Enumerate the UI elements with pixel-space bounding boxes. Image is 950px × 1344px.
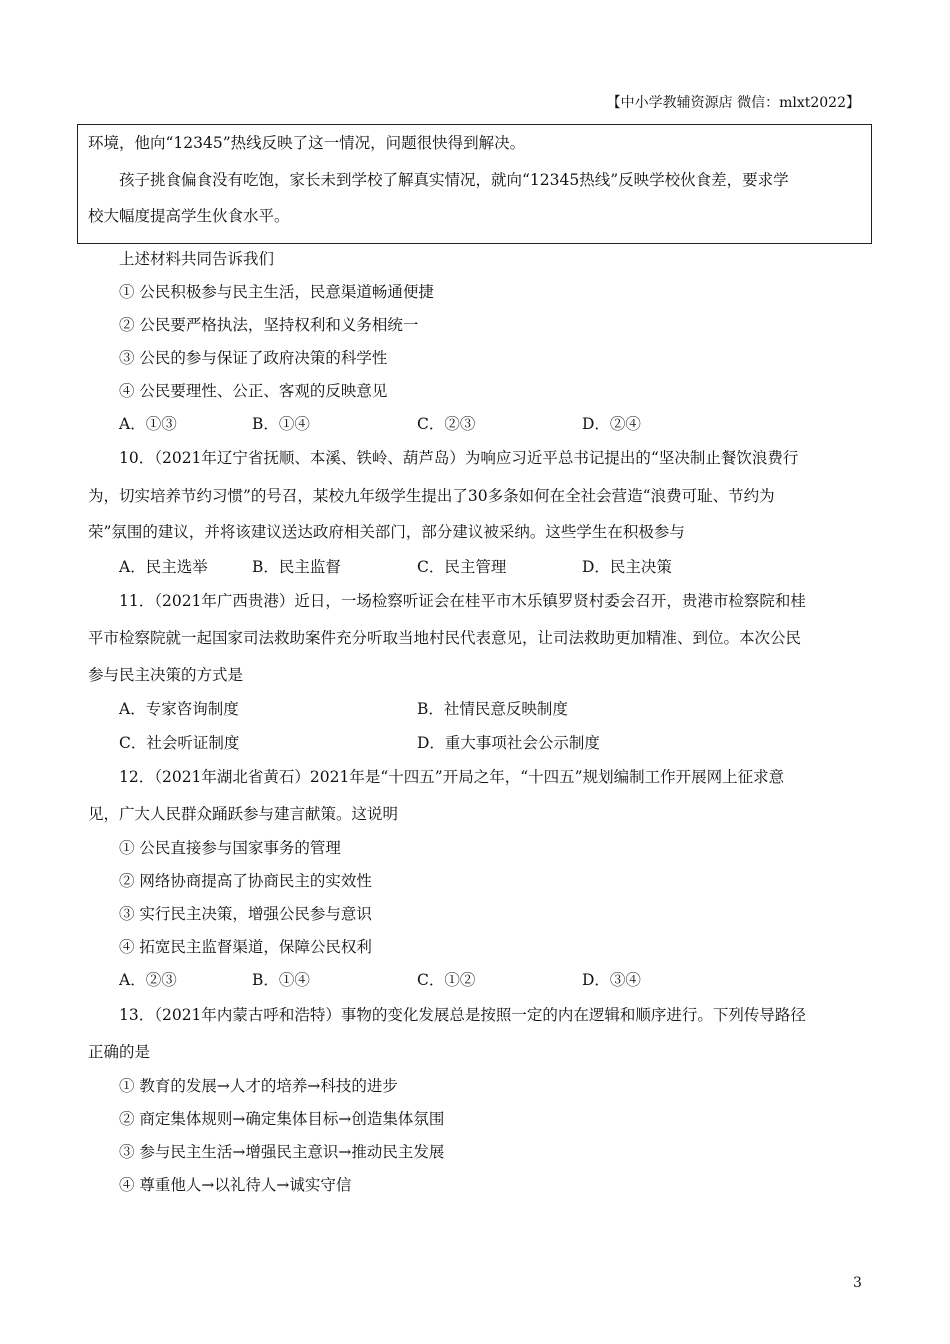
q10-option-b: B．民主监督 xyxy=(252,558,341,576)
q12-option-b: B．①④ xyxy=(252,971,310,989)
q12-item-1: ① 公民直接参与国家事务的管理 xyxy=(119,839,341,857)
q13-item-2: ② 商定集体规则→确定集体目标→创造集体氛围 xyxy=(119,1110,445,1128)
q10-line-1: 10．（2021年辽宁省抚顺、本溪、铁岭、葫芦岛）为响应习近平总书记提出的“坚决制止餐饮浪费行 xyxy=(119,449,799,467)
q12-option-a: A．②③ xyxy=(119,971,177,989)
q12-option-d: D．③④ xyxy=(582,971,641,989)
q11-option-a: A．专家咨询制度 xyxy=(119,700,239,718)
q11-line-3: 参与民主决策的方式是 xyxy=(88,666,244,684)
q13-item-1: ① 教育的发展→人才的培养→科技的进步 xyxy=(119,1077,398,1095)
q12-item-3: ③ 实行民主决策，增强公民参与意识 xyxy=(119,905,372,923)
q11-option-c: C．社会听证制度 xyxy=(119,734,240,752)
q11-option-d: D．重大事项社会公示制度 xyxy=(417,734,600,752)
q11-line-2: 平市检察院就一起国家司法救助案件充分听取当地村民代表意见，让司法救助更加精准、到位。本次公民 xyxy=(88,629,802,647)
q9-item-2: ② 公民要严格执法，坚持权利和义务相统一 xyxy=(119,316,419,334)
q12-line-1: 12．（2021年湖北省黄石）2021年是“十四五”开局之年，“十四五”规划编制工作开展网上征求意 xyxy=(119,768,785,786)
q11-line-1: 11．（2021年广西贵港）近日，一场检察听证会在桂平市木乐镇罗贤村委会召开，贵港市检察院和桂 xyxy=(119,592,806,610)
page-number: 3 xyxy=(853,1275,862,1291)
q9-option-a: A．①③ xyxy=(119,415,177,433)
q9-option-d: D．②④ xyxy=(582,415,641,433)
q10-option-c: C．民主管理 xyxy=(417,558,507,576)
q13-line-1: 13．（2021年内蒙古呼和浩特）事物的变化发展总是按照一定的内在逻辑和顺序进行。下列传导路径 xyxy=(119,1006,806,1024)
q11-option-b: B．社情民意反映制度 xyxy=(417,700,568,718)
q9-stem: 上述材料共同告诉我们 xyxy=(119,250,275,268)
q12-item-2: ② 网络协商提高了协商民主的实效性 xyxy=(119,872,372,890)
q9-option-b: B．①④ xyxy=(252,415,310,433)
q10-option-a: A．民主选举 xyxy=(119,558,208,576)
q12-item-4: ④ 拓宽民主监督渠道，保障公民权利 xyxy=(119,938,372,956)
box-line-2: 孩子挑食偏食没有吃饱，家长未到学校了解真实情况，就向“12345热线”反映学校伙食差，要求学 xyxy=(119,171,789,189)
q10-option-d: D．民主决策 xyxy=(582,558,672,576)
q13-line-2: 正确的是 xyxy=(88,1043,151,1061)
page-header: 【中小学教辅资源店 微信：mlxt2022】 xyxy=(606,95,860,111)
q9-item-1: ① 公民积极参与民主生活，民意渠道畅通便捷 xyxy=(119,283,434,301)
q9-item-3: ③ 公民的参与保证了政府决策的科学性 xyxy=(119,349,388,367)
q9-option-c: C．②③ xyxy=(417,415,476,433)
q12-option-c: C．①② xyxy=(417,971,476,989)
box-line-1: 环境，他向“12345”热线反映了这一情况，问题很快得到解决。 xyxy=(88,134,526,152)
q10-line-2: 为，切实培养节约习惯”的号召，某校九年级学生提出了30多条如何在全社会营造“浪费可耻、节约为 xyxy=(88,487,775,505)
q13-item-4: ④ 尊重他人→以礼待人→诚实守信 xyxy=(119,1176,352,1194)
q12-line-2: 见，广大人民群众踊跃参与建言献策。这说明 xyxy=(88,805,399,823)
q9-item-4: ④ 公民要理性、公正、客观的反映意见 xyxy=(119,382,388,400)
q10-line-3: 荣”氛围的建议，并将该建议送达政府相关部门，部分建议被采纳。这些学生在积极参与 xyxy=(88,523,685,541)
q13-item-3: ③ 参与民主生活→增强民主意识→推动民主发展 xyxy=(119,1143,445,1161)
box-line-3: 校大幅度提高学生伙食水平。 xyxy=(88,207,290,225)
